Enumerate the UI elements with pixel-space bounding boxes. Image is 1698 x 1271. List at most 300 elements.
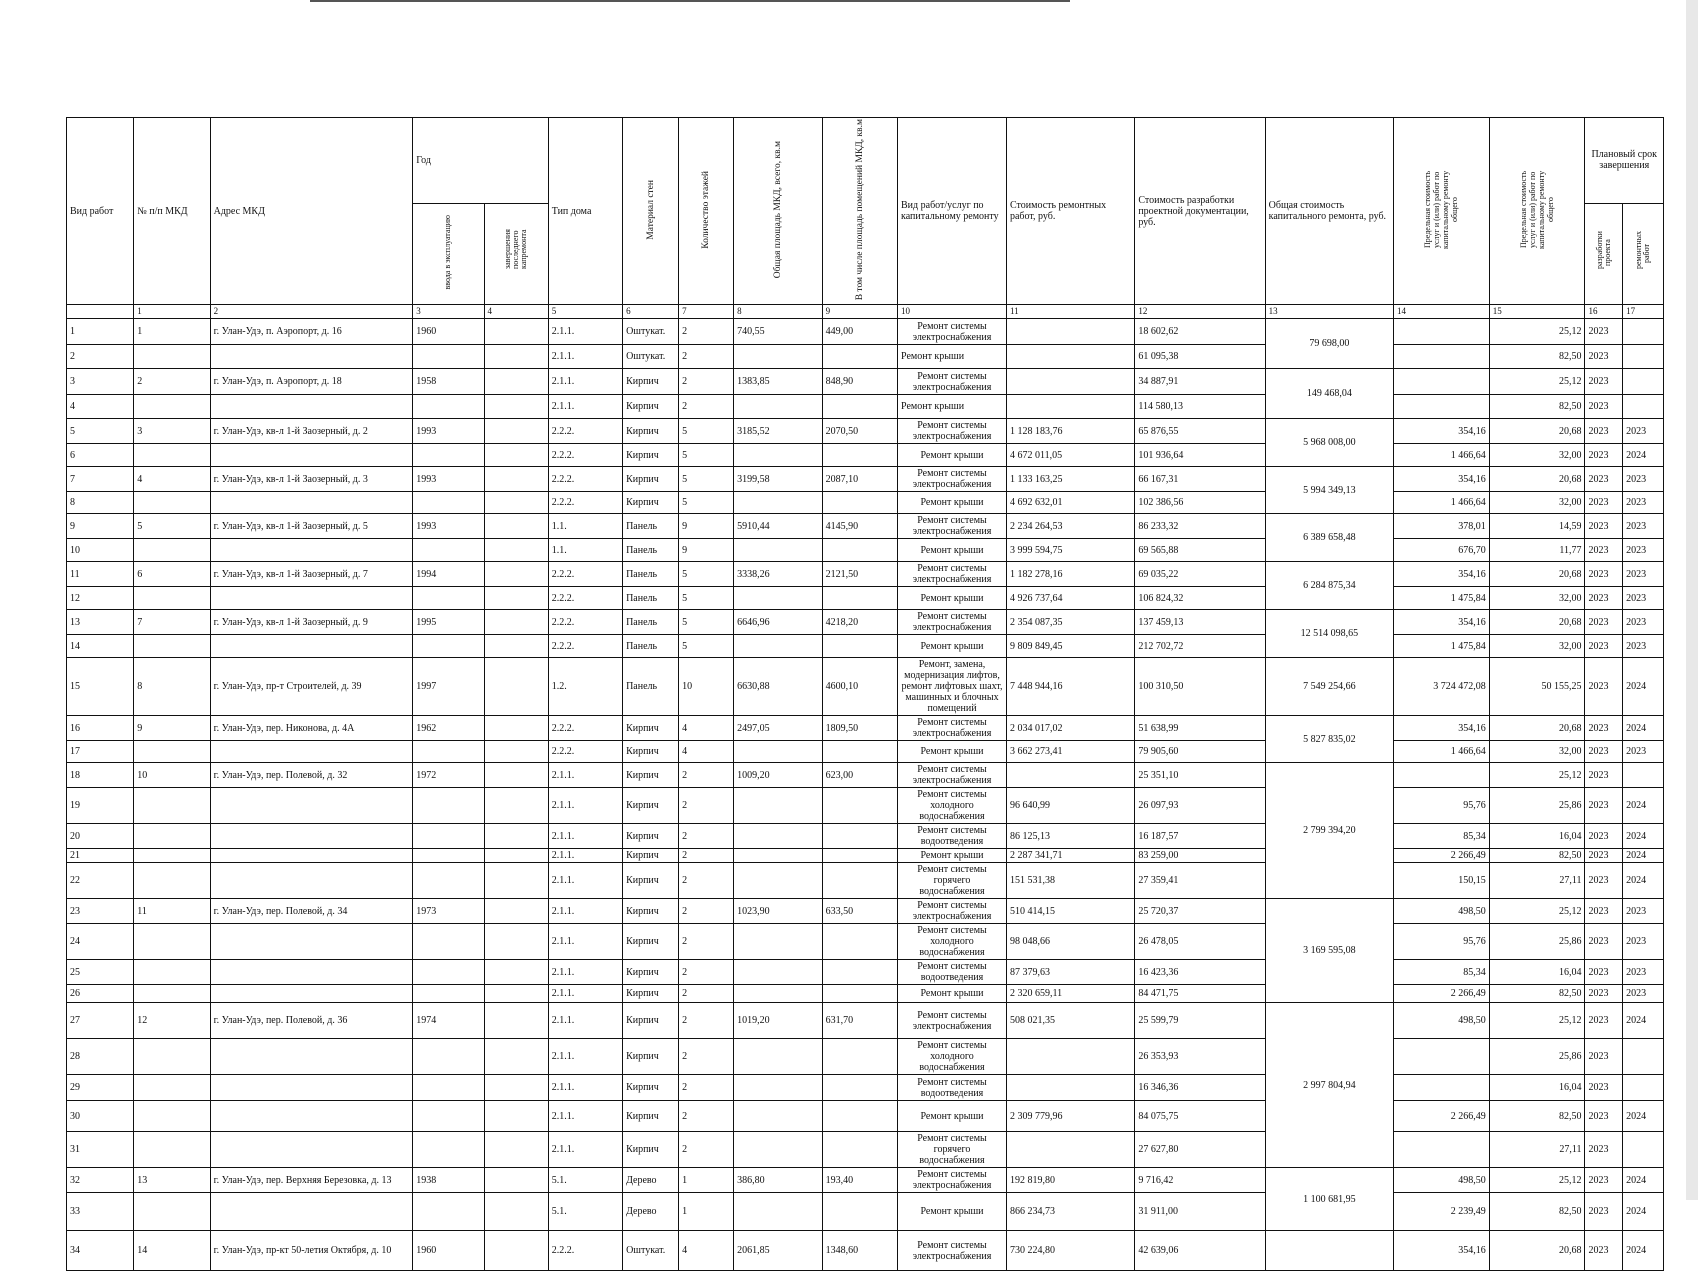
column-number: 5 <box>548 305 622 319</box>
total-cost: 2 997 804,94 <box>1265 1003 1393 1168</box>
table-row <box>67 1101 1664 1132</box>
unit-cost-2: 20,68 <box>1489 562 1585 587</box>
repair-cost: 7 448 944,16 <box>1006 658 1134 716</box>
work-type: Ремонт крыши <box>898 395 1007 419</box>
year-built <box>413 985 484 1003</box>
total-area <box>734 395 823 419</box>
design-cost: 26 097,93 <box>1135 788 1265 824</box>
mkd-number: 12 <box>134 1003 210 1039</box>
table-row <box>67 1231 1664 1271</box>
col-header-god-sub1 <box>413 203 484 305</box>
unit-cost-1: 1 466,64 <box>1394 492 1490 514</box>
unit-cost-1: 354,16 <box>1394 562 1490 587</box>
due-design: 2023 <box>1585 345 1623 369</box>
unit-cost-1: 95,76 <box>1394 788 1490 824</box>
year-last-repair <box>484 319 548 345</box>
mkd-number <box>134 1193 210 1231</box>
col-header-plan-sub1-text: разработки проекта <box>1594 230 1612 269</box>
work-type: Ремонт системы холодного водоснабжения <box>898 924 1007 960</box>
due-design: 2023 <box>1585 1231 1623 1271</box>
year-built: 1958 <box>413 369 484 395</box>
due-works: 2023 <box>1623 924 1664 960</box>
total-area: 1019,20 <box>734 1003 823 1039</box>
total-area <box>734 863 823 899</box>
unit-cost-2: 82,50 <box>1489 849 1585 863</box>
unit-cost-2: 16,04 <box>1489 960 1585 985</box>
table-row <box>67 924 1664 960</box>
repair-cost: 2 234 264,53 <box>1006 514 1134 539</box>
premises-area <box>822 1132 897 1168</box>
row-number: 26 <box>67 985 134 1003</box>
unit-cost-2: 82,50 <box>1489 1193 1585 1231</box>
due-design: 2023 <box>1585 539 1623 562</box>
year-built: 1993 <box>413 467 484 492</box>
wall-material: Кирпич <box>623 467 679 492</box>
repair-cost: 730 224,80 <box>1006 1231 1134 1271</box>
unit-cost-2: 25,12 <box>1489 1003 1585 1039</box>
table-row <box>67 635 1664 658</box>
address <box>210 492 413 514</box>
column-number: 2 <box>210 305 413 319</box>
premises-area <box>822 1039 897 1075</box>
mkd-number: 4 <box>134 467 210 492</box>
premises-area: 1348,60 <box>822 1231 897 1271</box>
col-header-god-sub2-text: завершения последнего капремонта <box>503 228 529 269</box>
wall-material: Кирпич <box>623 1132 679 1168</box>
due-works: 2024 <box>1623 824 1664 849</box>
repair-cost <box>1006 1075 1134 1101</box>
row-number: 23 <box>67 899 134 924</box>
address <box>210 395 413 419</box>
wall-material: Кирпич <box>623 863 679 899</box>
unit-cost-1: 378,01 <box>1394 514 1490 539</box>
floors: 5 <box>679 635 734 658</box>
row-number: 9 <box>67 514 134 539</box>
table-row <box>67 863 1664 899</box>
unit-cost-2: 32,00 <box>1489 587 1585 610</box>
table-row <box>67 587 1664 610</box>
wall-material: Панель <box>623 635 679 658</box>
total-cost: 6 284 875,34 <box>1265 562 1393 610</box>
unit-cost-1: 95,76 <box>1394 924 1490 960</box>
mkd-number: 10 <box>134 763 210 788</box>
address: г. Улан-Удэ, пер. Полевой, д. 36 <box>210 1003 413 1039</box>
mkd-number <box>134 788 210 824</box>
row-number: 15 <box>67 658 134 716</box>
address: г. Улан-Удэ, пер. Верхняя Березовка, д. 13 <box>210 1168 413 1193</box>
floors: 9 <box>679 539 734 562</box>
year-last-repair <box>484 788 548 824</box>
row-number: 4 <box>67 395 134 419</box>
column-number: 13 <box>1265 305 1393 319</box>
scan-top-line <box>310 0 1070 2</box>
column-number: 15 <box>1489 305 1585 319</box>
address: г. Улан-Удэ, пер. Полевой, д. 32 <box>210 763 413 788</box>
col-header-obshaya: Общая стоимость капитального ремонта, руб. <box>1265 118 1393 305</box>
col-header-stoimost-proekt: Стоимость разработки проектной документации, руб. <box>1135 118 1265 305</box>
floors: 2 <box>679 1101 734 1132</box>
floors: 2 <box>679 395 734 419</box>
year-built <box>413 788 484 824</box>
col-header-pred2-text: Предельная стоимость услуг и (или) работ по капитальному ремонту общего <box>1519 170 1556 249</box>
premises-area <box>822 863 897 899</box>
table-row <box>67 1075 1664 1101</box>
unit-cost-1: 676,70 <box>1394 539 1490 562</box>
design-cost: 69 035,22 <box>1135 562 1265 587</box>
mkd-number <box>134 635 210 658</box>
col-header-pred2 <box>1489 118 1585 305</box>
year-last-repair <box>484 514 548 539</box>
premises-area <box>822 539 897 562</box>
table-row <box>67 788 1664 824</box>
total-cost: 5 968 008,00 <box>1265 419 1393 467</box>
due-works: 2023 <box>1623 419 1664 444</box>
work-type: Ремонт системы электроснабжения <box>898 610 1007 635</box>
work-type: Ремонт крыши <box>898 985 1007 1003</box>
wall-material: Кирпич <box>623 788 679 824</box>
due-works <box>1623 345 1664 369</box>
total-area <box>734 345 823 369</box>
house-type: 2.2.2. <box>548 610 622 635</box>
premises-area: 848,90 <box>822 369 897 395</box>
due-works: 2024 <box>1623 1101 1664 1132</box>
mkd-number <box>134 824 210 849</box>
table-row <box>67 610 1664 635</box>
col-header-plan-sub1 <box>1585 203 1623 305</box>
work-type: Ремонт системы холодного водоснабжения <box>898 1039 1007 1075</box>
work-type: Ремонт системы горячего водоснабжения <box>898 863 1007 899</box>
total-area: 6630,88 <box>734 658 823 716</box>
repair-cost: 192 819,80 <box>1006 1168 1134 1193</box>
mkd-number: 3 <box>134 419 210 444</box>
total-area <box>734 788 823 824</box>
due-works: 2023 <box>1623 741 1664 763</box>
premises-area <box>822 587 897 610</box>
mkd-number <box>134 539 210 562</box>
work-type: Ремонт системы электроснабжения <box>898 319 1007 345</box>
house-type: 2.2.2. <box>548 419 622 444</box>
year-last-repair <box>484 1231 548 1271</box>
work-type: Ремонт системы электроснабжения <box>898 562 1007 587</box>
design-cost: 34 887,91 <box>1135 369 1265 395</box>
year-last-repair <box>484 1101 548 1132</box>
year-built <box>413 492 484 514</box>
year-last-repair <box>484 562 548 587</box>
wall-material: Кирпич <box>623 369 679 395</box>
unit-cost-2: 82,50 <box>1489 345 1585 369</box>
due-design: 2023 <box>1585 492 1623 514</box>
wall-material: Кирпич <box>623 899 679 924</box>
house-type: 2.1.1. <box>548 369 622 395</box>
premises-area <box>822 635 897 658</box>
unit-cost-2: 20,68 <box>1489 1231 1585 1271</box>
due-works: 2023 <box>1623 514 1664 539</box>
due-design: 2023 <box>1585 587 1623 610</box>
row-number: 10 <box>67 539 134 562</box>
wall-material: Кирпич <box>623 492 679 514</box>
total-area: 740,55 <box>734 319 823 345</box>
mkd-number: 8 <box>134 658 210 716</box>
premises-area <box>822 960 897 985</box>
year-built <box>413 1101 484 1132</box>
total-area <box>734 492 823 514</box>
total-area <box>734 824 823 849</box>
col-header-plan: Плановый срок завершения <box>1585 118 1664 204</box>
year-last-repair <box>484 345 548 369</box>
mkd-number <box>134 492 210 514</box>
floors: 5 <box>679 587 734 610</box>
table-row <box>67 467 1664 492</box>
due-works: 2024 <box>1623 716 1664 741</box>
design-cost: 16 423,36 <box>1135 960 1265 985</box>
work-type: Ремонт системы водоотведения <box>898 960 1007 985</box>
floors: 9 <box>679 514 734 539</box>
mkd-number <box>134 924 210 960</box>
year-last-repair <box>484 419 548 444</box>
work-type: Ремонт, замена, модернизация лифтов, ремонт лифтовых шахт, машинных и блочных помещений <box>898 658 1007 716</box>
work-type: Ремонт системы электроснабжения <box>898 419 1007 444</box>
table-row <box>67 658 1664 716</box>
year-built: 1974 <box>413 1003 484 1039</box>
total-cost: 7 549 254,66 <box>1265 658 1393 716</box>
table-row <box>67 1003 1664 1039</box>
unit-cost-1 <box>1394 1075 1490 1101</box>
house-type: 1.2. <box>548 658 622 716</box>
unit-cost-2: 32,00 <box>1489 635 1585 658</box>
total-area <box>734 924 823 960</box>
wall-material: Кирпич <box>623 1075 679 1101</box>
due-design: 2023 <box>1585 514 1623 539</box>
floors: 5 <box>679 419 734 444</box>
address <box>210 824 413 849</box>
capital-repair-table <box>66 117 1664 1271</box>
unit-cost-2: 25,12 <box>1489 319 1585 345</box>
premises-area <box>822 849 897 863</box>
col-header-god-sub1-text: ввода в эксплуатацию <box>443 215 453 290</box>
row-number: 16 <box>67 716 134 741</box>
design-cost: 79 905,60 <box>1135 741 1265 763</box>
year-last-repair <box>484 635 548 658</box>
unit-cost-2: 25,12 <box>1489 369 1585 395</box>
col-header-pred1 <box>1394 118 1490 305</box>
year-built <box>413 444 484 467</box>
mkd-number <box>134 1132 210 1168</box>
repair-cost: 87 379,63 <box>1006 960 1134 985</box>
due-design: 2023 <box>1585 1132 1623 1168</box>
year-built <box>413 587 484 610</box>
address: г. Улан-Удэ, п. Аэропорт, д. 16 <box>210 319 413 345</box>
due-design: 2023 <box>1585 610 1623 635</box>
floors: 5 <box>679 610 734 635</box>
year-built: 1972 <box>413 763 484 788</box>
house-type: 2.1.1. <box>548 319 622 345</box>
total-area <box>734 635 823 658</box>
address: г. Улан-Удэ, пер. Полевой, д. 34 <box>210 899 413 924</box>
col-header-vid-uslug: Вид работ/услуг по капитальному ремонту <box>898 118 1007 305</box>
table-row <box>67 763 1664 788</box>
due-design: 2023 <box>1585 635 1623 658</box>
unit-cost-1: 354,16 <box>1394 610 1490 635</box>
floors: 2 <box>679 1003 734 1039</box>
premises-area: 2087,10 <box>822 467 897 492</box>
column-number: 17 <box>1623 305 1664 319</box>
year-last-repair <box>484 369 548 395</box>
wall-material: Панель <box>623 610 679 635</box>
address <box>210 1039 413 1075</box>
scan-right-edge <box>1686 0 1698 1200</box>
unit-cost-1 <box>1394 1039 1490 1075</box>
design-cost: 25 599,79 <box>1135 1003 1265 1039</box>
row-number: 34 <box>67 1231 134 1271</box>
repair-cost <box>1006 763 1134 788</box>
work-type: Ремонт системы электроснабжения <box>898 1003 1007 1039</box>
due-works <box>1623 763 1664 788</box>
unit-cost-2: 20,68 <box>1489 467 1585 492</box>
year-last-repair <box>484 849 548 863</box>
due-works: 2024 <box>1623 1003 1664 1039</box>
due-design: 2023 <box>1585 788 1623 824</box>
year-built: 1993 <box>413 419 484 444</box>
year-built <box>413 924 484 960</box>
premises-area <box>822 1193 897 1231</box>
unit-cost-1: 354,16 <box>1394 1231 1490 1271</box>
work-type: Ремонт системы электроснабжения <box>898 1168 1007 1193</box>
unit-cost-1 <box>1394 319 1490 345</box>
repair-cost: 151 531,38 <box>1006 863 1134 899</box>
total-area <box>734 539 823 562</box>
mkd-number: 2 <box>134 369 210 395</box>
due-design: 2023 <box>1585 395 1623 419</box>
work-type: Ремонт системы электроснабжения <box>898 716 1007 741</box>
row-number: 8 <box>67 492 134 514</box>
due-design: 2023 <box>1585 1003 1623 1039</box>
unit-cost-2: 20,68 <box>1489 610 1585 635</box>
unit-cost-1: 1 466,64 <box>1394 741 1490 763</box>
due-design: 2023 <box>1585 849 1623 863</box>
column-number: 12 <box>1135 305 1265 319</box>
unit-cost-2: 82,50 <box>1489 1101 1585 1132</box>
repair-cost <box>1006 319 1134 345</box>
due-design: 2023 <box>1585 419 1623 444</box>
address <box>210 444 413 467</box>
due-design: 2023 <box>1585 824 1623 849</box>
table-row <box>67 1132 1664 1168</box>
total-cost: 5 827 835,02 <box>1265 716 1393 763</box>
mkd-number: 14 <box>134 1231 210 1271</box>
due-design: 2023 <box>1585 716 1623 741</box>
repair-cost: 508 021,35 <box>1006 1003 1134 1039</box>
table-row <box>67 345 1664 369</box>
wall-material: Кирпич <box>623 824 679 849</box>
row-number: 6 <box>67 444 134 467</box>
column-number: 3 <box>413 305 484 319</box>
total-cost: 3 169 595,08 <box>1265 899 1393 1003</box>
mkd-number <box>134 1075 210 1101</box>
table-row <box>67 824 1664 849</box>
col-header-pred1-text: Предельная стоимость услуг и (или) работ по капитальному ремонту общего <box>1423 170 1460 249</box>
col-header-plan-sub2 <box>1623 203 1664 305</box>
col-header-etazhi <box>679 118 734 305</box>
total-area: 1023,90 <box>734 899 823 924</box>
due-works: 2023 <box>1623 492 1664 514</box>
row-number: 29 <box>67 1075 134 1101</box>
floors: 4 <box>679 1231 734 1271</box>
mkd-number: 7 <box>134 610 210 635</box>
total-area: 3185,52 <box>734 419 823 444</box>
premises-area <box>822 1101 897 1132</box>
unit-cost-1: 150,15 <box>1394 863 1490 899</box>
address: г. Улан-Удэ, кв-л 1-й Заозерный, д. 7 <box>210 562 413 587</box>
total-area <box>734 1101 823 1132</box>
due-works: 2023 <box>1623 610 1664 635</box>
work-type: Ремонт системы электроснабжения <box>898 899 1007 924</box>
wall-material: Дерево <box>623 1168 679 1193</box>
year-last-repair <box>484 1039 548 1075</box>
total-cost: 149 468,04 <box>1265 369 1393 419</box>
floors: 1 <box>679 1168 734 1193</box>
work-type: Ремонт крыши <box>898 849 1007 863</box>
address: г. Улан-Удэ, кв-л 1-й Заозерный, д. 9 <box>210 610 413 635</box>
row-number: 22 <box>67 863 134 899</box>
column-number: 11 <box>1006 305 1134 319</box>
floors: 2 <box>679 1132 734 1168</box>
table-row <box>67 1193 1664 1231</box>
table-row <box>67 444 1664 467</box>
design-cost: 106 824,32 <box>1135 587 1265 610</box>
premises-area: 2070,50 <box>822 419 897 444</box>
repair-cost: 2 034 017,02 <box>1006 716 1134 741</box>
year-built: 1938 <box>413 1168 484 1193</box>
row-number: 18 <box>67 763 134 788</box>
due-works <box>1623 395 1664 419</box>
address: г. Улан-Удэ, п. Аэропорт, д. 18 <box>210 369 413 395</box>
floors: 2 <box>679 319 734 345</box>
total-cost: 79 698,00 <box>1265 319 1393 369</box>
due-works: 2024 <box>1623 788 1664 824</box>
address <box>210 345 413 369</box>
table-row <box>67 319 1664 345</box>
repair-cost: 2 309 779,96 <box>1006 1101 1134 1132</box>
unit-cost-1: 1 475,84 <box>1394 587 1490 610</box>
year-last-repair <box>484 1132 548 1168</box>
year-last-repair <box>484 863 548 899</box>
due-design: 2023 <box>1585 319 1623 345</box>
unit-cost-1: 498,50 <box>1394 1168 1490 1193</box>
work-type: Ремонт крыши <box>898 444 1007 467</box>
address <box>210 1101 413 1132</box>
row-number: 27 <box>67 1003 134 1039</box>
house-type: 2.2.2. <box>548 716 622 741</box>
due-design: 2023 <box>1585 960 1623 985</box>
repair-cost: 4 672 011,05 <box>1006 444 1134 467</box>
col-header-ploshad-text: Общая площадь МКД, всего, кв.м <box>772 141 783 279</box>
address <box>210 1075 413 1101</box>
premises-area <box>822 1075 897 1101</box>
address: г. Улан-Удэ, кв-л 1-й Заозерный, д. 2 <box>210 419 413 444</box>
table-row <box>67 492 1664 514</box>
table-row <box>67 741 1664 763</box>
due-works: 2024 <box>1623 849 1664 863</box>
mkd-number <box>134 345 210 369</box>
floors: 2 <box>679 849 734 863</box>
address <box>210 985 413 1003</box>
unit-cost-1: 2 266,49 <box>1394 985 1490 1003</box>
repair-cost: 510 414,15 <box>1006 899 1134 924</box>
floors: 5 <box>679 492 734 514</box>
column-number: 8 <box>734 305 823 319</box>
row-number: 7 <box>67 467 134 492</box>
total-area <box>734 1132 823 1168</box>
